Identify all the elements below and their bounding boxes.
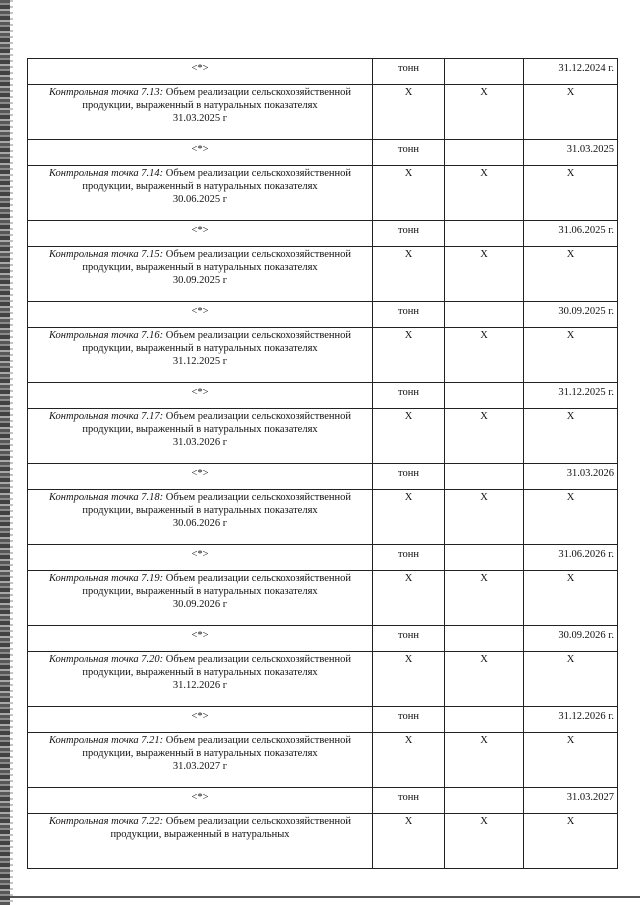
deadline-date: 30.09.2026 г.: [524, 626, 618, 652]
control-point-text: Объем реализации сельскохозяйственной продукции, выраженный в натуральных показателях: [82, 87, 352, 111]
control-point-period: 31.03.2026 г: [172, 437, 228, 448]
control-point-description: [28, 814, 373, 869]
empty-cell: [445, 383, 524, 409]
empty-cell: [445, 788, 524, 814]
table-row-footnote: [28, 626, 618, 652]
empty-cell: [445, 59, 524, 85]
x-mark: X: [373, 733, 445, 788]
deadline-date: 31.06.2026 г.: [524, 545, 618, 571]
control-point-period: 30.06.2026 г: [172, 518, 228, 529]
table-row-footnote: [28, 788, 618, 814]
control-point-label: Контрольная точка 7.19:: [48, 573, 164, 584]
control-point-period: 30.06.2025 г: [172, 194, 228, 205]
table-row-footnote: [28, 221, 618, 247]
control-point-description: [28, 652, 373, 707]
x-mark: X: [445, 85, 524, 140]
control-point-period: 31.12.2025 г: [172, 356, 228, 367]
footnote-marker: <*>: [28, 383, 373, 409]
x-mark: X: [373, 166, 445, 221]
deadline-date: 31.12.2024 г.: [524, 59, 618, 85]
unit-cell: тонн: [373, 140, 445, 166]
table-row-footnote: [28, 545, 618, 571]
x-mark: X: [524, 571, 618, 626]
table-body: [28, 59, 618, 869]
footnote-marker: <*>: [28, 545, 373, 571]
footnote-marker: <*>: [28, 302, 373, 328]
deadline-date: 30.09.2025 г.: [524, 302, 618, 328]
control-point-text: Объем реализации сельскохозяйственной продукции, выраженный в натуральных показателях: [82, 492, 352, 516]
x-mark: X: [373, 247, 445, 302]
x-mark: X: [373, 814, 445, 869]
x-mark: X: [373, 85, 445, 140]
control-point-description: [28, 571, 373, 626]
table-row-control-point: [28, 571, 618, 626]
footnote-marker: <*>: [28, 59, 373, 85]
table-row-control-point: [28, 247, 618, 302]
control-point-text: Объем реализации сельскохозяйственной продукции, выраженный в натуральных показателях: [82, 249, 352, 273]
unit-cell: тонн: [373, 707, 445, 733]
footnote-marker: <*>: [28, 221, 373, 247]
x-mark: X: [445, 247, 524, 302]
empty-cell: [445, 221, 524, 247]
control-point-label: Контрольная точка 7.13:: [48, 87, 164, 98]
deadline-date: 31.03.2025: [524, 140, 618, 166]
control-point-description: [28, 409, 373, 464]
control-point-text: Объем реализации сельскохозяйственной продукции, выраженный в натуральных показателях: [82, 654, 352, 678]
x-mark: X: [445, 328, 524, 383]
table-row-control-point: [28, 652, 618, 707]
x-mark: X: [524, 85, 618, 140]
empty-cell: [445, 464, 524, 490]
control-point-period: 31.03.2025 г: [172, 113, 228, 124]
control-point-text: Объем реализации сельскохозяйственной продукции, выраженный в натуральных показателях: [82, 330, 352, 354]
x-mark: X: [445, 733, 524, 788]
x-mark: X: [524, 247, 618, 302]
unit-cell: тонн: [373, 545, 445, 571]
control-point-period: 30.09.2026 г: [172, 599, 228, 610]
unit-cell: тонн: [373, 383, 445, 409]
table-row-control-point: [28, 490, 618, 545]
x-mark: X: [373, 409, 445, 464]
control-point-label: Контрольная точка 7.16:: [48, 330, 164, 341]
x-mark: X: [524, 814, 618, 869]
table-row-control-point: [28, 814, 618, 869]
unit-cell: тонн: [373, 302, 445, 328]
control-points-table: [27, 58, 618, 869]
table-row-control-point: [28, 733, 618, 788]
control-point-label: Контрольная точка 7.21:: [48, 735, 164, 746]
control-point-description: [28, 733, 373, 788]
x-mark: X: [445, 166, 524, 221]
table-row-footnote: [28, 140, 618, 166]
deadline-date: 31.12.2025 г.: [524, 383, 618, 409]
unit-cell: тонн: [373, 59, 445, 85]
control-point-period: 31.03.2027 г: [172, 761, 228, 772]
x-mark: X: [445, 490, 524, 545]
x-mark: X: [373, 490, 445, 545]
unit-cell: тонн: [373, 464, 445, 490]
page-bottom-rule: [10, 896, 640, 898]
x-mark: X: [445, 571, 524, 626]
x-mark: X: [524, 652, 618, 707]
control-point-label: Контрольная точка 7.22:: [48, 816, 164, 827]
table-row-footnote: [28, 464, 618, 490]
control-point-text: Объем реализации сельскохозяйственной продукции, выраженный в натуральных показателях: [82, 735, 352, 759]
x-mark: X: [373, 652, 445, 707]
control-point-text: Объем реализации сельскохозяйственной продукции, выраженный в натуральных: [110, 816, 352, 840]
scan-edge-artifact: [0, 0, 10, 905]
x-mark: X: [524, 409, 618, 464]
empty-cell: [445, 707, 524, 733]
x-mark: X: [445, 814, 524, 869]
table-row-footnote: [28, 302, 618, 328]
control-point-label: Контрольная точка 7.20:: [48, 654, 164, 665]
x-mark: X: [445, 409, 524, 464]
control-point-text: Объем реализации сельскохозяйственной продукции, выраженный в натуральных показателях: [82, 411, 352, 435]
x-mark: X: [373, 571, 445, 626]
control-point-description: [28, 166, 373, 221]
table-row-control-point: [28, 85, 618, 140]
control-point-description: [28, 328, 373, 383]
control-point-description: [28, 490, 373, 545]
control-point-text: Объем реализации сельскохозяйственной продукции, выраженный в натуральных показателях: [82, 573, 352, 597]
unit-cell: тонн: [373, 221, 445, 247]
deadline-date: 31.12.2026 г.: [524, 707, 618, 733]
x-mark: X: [373, 328, 445, 383]
unit-cell: тонн: [373, 626, 445, 652]
footnote-marker: <*>: [28, 140, 373, 166]
deadline-date: 31.03.2027: [524, 788, 618, 814]
x-mark: X: [524, 166, 618, 221]
x-mark: X: [524, 733, 618, 788]
control-point-label: Контрольная точка 7.17:: [48, 411, 164, 422]
unit-cell: тонн: [373, 788, 445, 814]
footnote-marker: <*>: [28, 626, 373, 652]
footnote-marker: <*>: [28, 707, 373, 733]
control-point-label: Контрольная точка 7.14:: [48, 168, 164, 179]
empty-cell: [445, 302, 524, 328]
table-row-footnote: [28, 59, 618, 85]
control-point-label: Контрольная точка 7.15:: [48, 249, 164, 260]
empty-cell: [445, 626, 524, 652]
control-point-description: [28, 247, 373, 302]
table-row-footnote: [28, 707, 618, 733]
control-point-period: 30.09.2025 г: [172, 275, 228, 286]
empty-cell: [445, 140, 524, 166]
footnote-marker: <*>: [28, 788, 373, 814]
control-point-text: Объем реализации сельскохозяйственной продукции, выраженный в натуральных показателях: [82, 168, 352, 192]
x-mark: X: [524, 490, 618, 545]
deadline-date: 31.06.2025 г.: [524, 221, 618, 247]
control-point-label: Контрольная точка 7.18:: [48, 492, 164, 503]
table-row-control-point: [28, 328, 618, 383]
deadline-date: 31.03.2026: [524, 464, 618, 490]
control-point-description: [28, 85, 373, 140]
table-row-control-point: [28, 166, 618, 221]
x-mark: X: [445, 652, 524, 707]
empty-cell: [445, 545, 524, 571]
table-row-control-point: [28, 409, 618, 464]
control-point-period: 31.12.2026 г: [172, 680, 228, 691]
x-mark: X: [524, 328, 618, 383]
footnote-marker: <*>: [28, 464, 373, 490]
table-row-footnote: [28, 383, 618, 409]
